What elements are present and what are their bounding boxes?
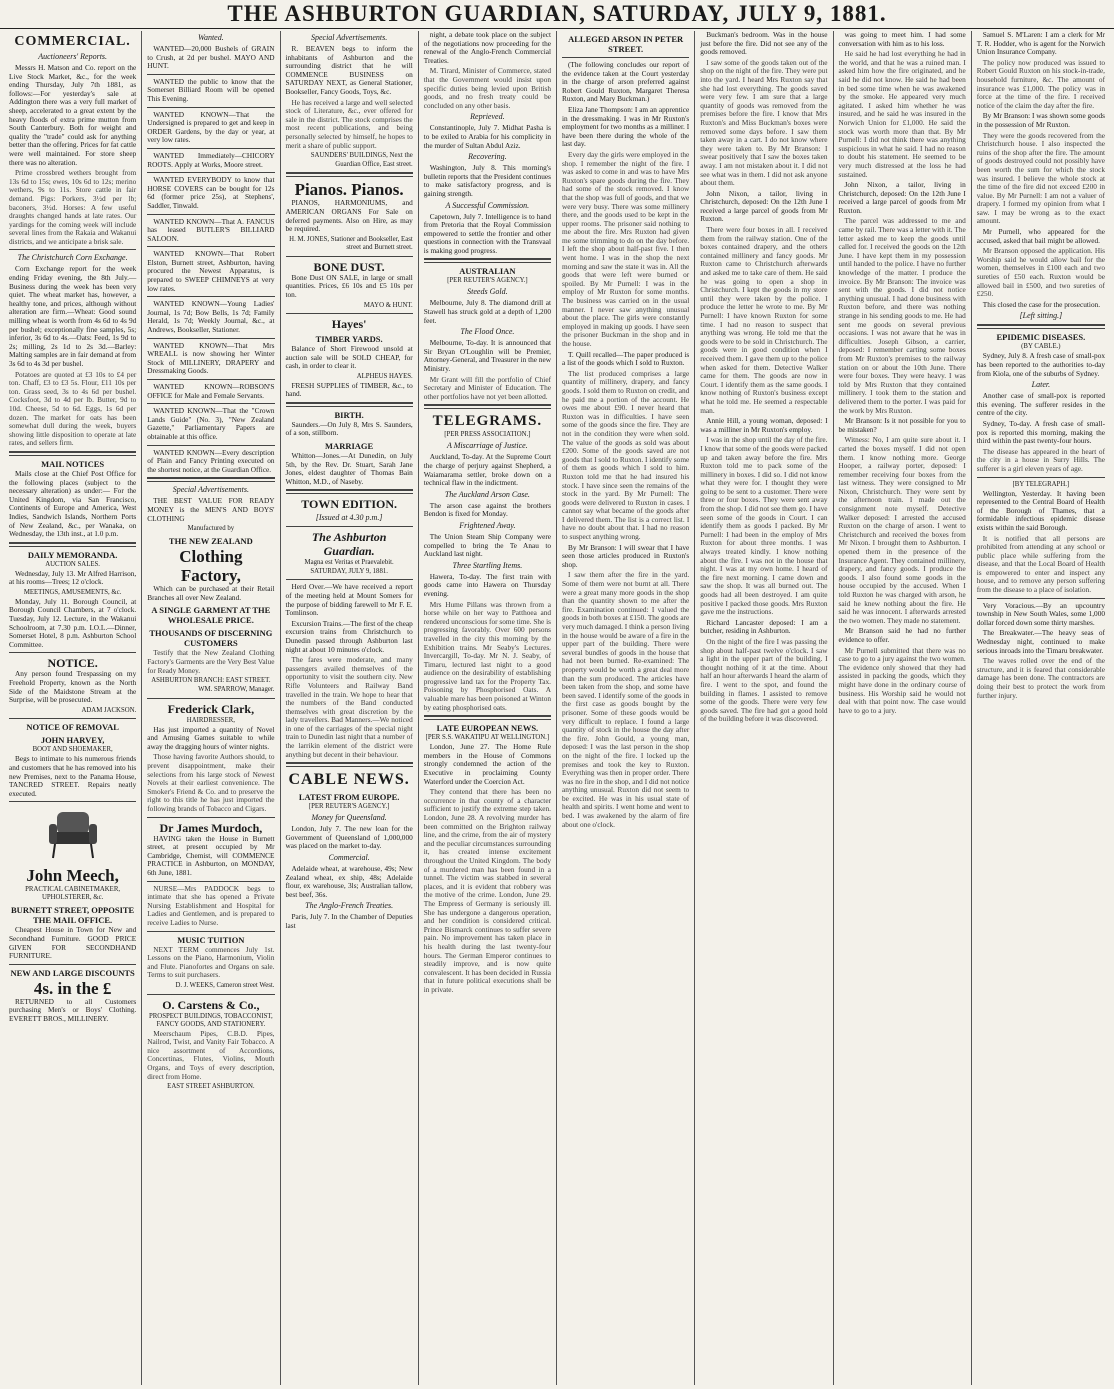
telegrams-sub2: The Auckland Arson Case.	[444, 489, 530, 499]
memo-auction-text: Wednesday, July 13. Mr Alfred Harrison, at his rooms—Trees; 12 o'clock.	[9, 568, 137, 587]
clothing-text: Which can be purchased at their Retail Branches all over New Zealand.	[147, 584, 275, 602]
divider	[9, 652, 136, 653]
beaven-signature: SAUNDERS' BUILDINGS, Next the Guardian Office, East street.	[310, 152, 413, 168]
clothing-text-cont: Testify that the New Zealand Clothing Factory's Garments are the Very Best Value for Ready Money.	[147, 648, 275, 675]
column-6	[695, 31, 833, 1385]
wanted-notice: WANTED—20,000 Bushels of GRAIN to Crush, at 2d per bushel. MAYO AND HUNT.	[147, 44, 275, 71]
special-heading: Special Advertisements.	[172, 485, 250, 495]
carsten-text: Meerschaum Pipes, C.B.D. Pipes, Nailrod, Twist, and Vanity Fair Tobacco. A nice assortment of Accordions, Concertinas, Flutes, Violins, Mouth Organs, and Toys of every description, direct from Home.	[147, 1028, 275, 1081]
divider	[9, 718, 136, 719]
special-heading: Special Advertisements.	[310, 33, 388, 42]
divider	[286, 762, 413, 767]
birth-text: Saunders.—On July 8, Mrs S. Saunders, of a son, stillborn.	[285, 419, 413, 438]
divider	[286, 313, 413, 314]
australian-agency: [PER REUTER'S AGENCY.]	[447, 277, 528, 285]
clothing-thousands: THOUSANDS OF DISCERNING CUSTOMERS	[149, 628, 273, 649]
col7-text-cont-2: The parcel was addressed to me and came by rail. There was a letter with it. The letter asked me to keep the goods until called for. I received the goods on the 12th June. I have kept them in my possession until handed to the police. I have no further knowledge of the matter. I produce the invoice. By Mr Branson: The invoice was sent with the goods. I did not notice anything unusual. I had done business with Ruxton before, and there was nothing strange in his sending goods to me. He had sent me goods on several previous occasions. I was not aware that he was in difficulties. Joseph Gibson, a carrier, deposed: I remember carting some boxes from Mr Ruxton's premises to the railway station on or about the 10th June. There were four boxes. They were heavy. I was told by Mrs Ruxton that they contained millinery. I took them to the station and delivered them to the porter. I was paid for the work by Mrs Ruxton.	[838, 216, 966, 415]
telegrams-text2: The arson case against the brothers Bendon is fixed for Monday.	[423, 500, 551, 519]
corn-text: Corn Exchange report for the week ending Friday evening, the 8th July.—Business during the week has been very quiet. The wheat market has, however, a healthy tone, and prices, although without alteration are firm.—Wheat: Good sound milling wheat is worth from 4s 6d to 4s 9d per bushel; exceptionally fine samples, 5s; inferior, 3s 6d to 4s.—Oats: Feed, 1s 9d to 2s; milling, 2s 1d to 2s 3d.—Barley: Malting samples are in fair demand at from 3s 6d to 4s 3d per bushel.	[9, 264, 137, 368]
divider	[147, 74, 274, 75]
col7-text-4: Mr Branson said he had no further evidence to offer.	[838, 626, 966, 644]
australian-sub2: The Flood Once.	[460, 327, 515, 337]
voracious-text: Very Voracious.—By an upcountry township in New South Wales, some 1,000 dollar forced down some thirty marshes.	[976, 600, 1105, 627]
meech-text: Cheapest House in Town for New and Secondhand Furniture. GOOD PRICE GIVEN FOR SECONDHAND FURNITURE.	[9, 925, 137, 961]
divider	[147, 296, 274, 297]
notice-heading: NOTICE.	[47, 656, 98, 671]
breakwater-text-cont: The waves rolled over the end of the structure, and it is feared that considerable damage has been done. The contractors are doing their best to protect the work from further injury.	[976, 656, 1105, 700]
col8-text-4: This closed the case for the prosecution.	[982, 299, 1101, 309]
marriage-text: Whitton—Jones.—At Dunedin, on July 5th, by the Rev. Dr. Stuart, Sarah Jane Jones, eldest daughter of Thomas Bain Whitton, M.D., of Naseby.	[285, 451, 413, 486]
discount-heading: NEW AND LARGE DISCOUNTS	[10, 967, 135, 978]
col7-text-cont-1: He said he had lost everything he had in the world, and that he was a ruined man. I asked him how the fire originated, and he said he did not know. He said he had been in bed some time when he was awakened by the smoke. He appeared very much agitated. I asked him whether he was insured, and he said he was insured in the Norwich Union for £1,000. He said the stock was worth more than that. By Mr Purnell: I did not think there was anything suspicious in what he said. I had no reason to doubt his statement. He seemed to be very much distressed at the loss he had sustained.	[838, 49, 966, 179]
european-agency: [PER S.S. WAKATIPU AT WELLINGTON.]	[425, 734, 550, 742]
pianos-heading: Pianos. Pianos.	[294, 180, 404, 200]
pianos-text: PIANOS, HARMONIUMS, and AMERICAN ORGANS For Sale on deferred payments. Also on Hire, as may be required.	[285, 198, 413, 234]
divider	[147, 379, 274, 380]
wanted-notice: WANTED KNOWN—Every description of Plain and Fancy Printing executed on the shortest notice, at the Guardian Office.	[147, 447, 275, 474]
telegrams-heading: TELEGRAMS.	[432, 413, 543, 430]
editorial-text-cont: The fares were moderate, and many passengers availed themselves of the opportunity to visit the southern city. New Rifle Volunteers and Railway Band travelled in the train. We hope to hear that the numbers of the Band conducted themselves with great discretion by the lady travellers. Bad Manners.—We noticed in one of the carriages of the special night train to Dunedin last night that a number of the larrikin element of the district were anything but decent in their behaviour.	[285, 655, 413, 759]
epidemic-text3: Sydney, To-day. A fresh case of small-pox is reported this morning, making the third within the past twenty-four hours.	[976, 418, 1105, 446]
removal-trade: BOOT AND SHOEMAKER,	[32, 746, 113, 754]
music-heading: MUSIC TUITION	[177, 934, 245, 945]
divider	[147, 445, 274, 446]
commercial-sub: Commercial.	[328, 853, 370, 863]
clark-text: Has just imported a quantity of Novel and Amusing Games suitable to while away the dragging hours of winter nights.	[147, 724, 275, 751]
col7-text-1: was going to meet him. I had some conversation with him as to his loss.	[838, 31, 966, 48]
wanted-notice: WANTED Immediately—CHICORY ROOTS. Apply at Works, Moore street.	[147, 150, 275, 169]
bone-heading: BONE DUST.	[313, 259, 385, 274]
divider	[286, 579, 413, 580]
col6-text-4: Richard Lancaster deposed: I am a butcher, residing in Ashburton.	[700, 617, 828, 636]
arson-text-1: (The following concludes our report of the evidence taken at the Court yesterday in the charge of arson preferred against Robert Gould Ruxton, Margaret Theresa Ruxton, and Mary Buckman.)	[562, 60, 690, 104]
memo-heading: DAILY MEMORANDA.	[27, 549, 118, 560]
col8-text-3: Mr Purnell, who appeared for the accused, asked that bail might be allowed.	[976, 227, 1105, 245]
timber-signature: ALPHEUS HAYES.	[356, 373, 413, 381]
wanted-notice: WANTED KNOWN—That the "Crown Lands Guide" (No. 3), "New Zealand Gazette," Parliamentary Papers are obtainable at this office.	[147, 406, 275, 441]
col6-text-1: Buckman's bedroom. Was in the house just before the fire. Did not see any of the goods removed.	[700, 31, 828, 57]
corn-text-cont: Potatoes are quoted at £3 10s to £4 per ton. Chaff, £3 to £3 5s. Flour, £11 10s per ton. Grass seed, 3s to 4s 6d per bushel. Cocksfoot, 3d to 4d per lb. Butter, 9d to 10d. Cheese, 5d to 6d. Eggs, 1s 6d per dozen. The market for oats has been somewhat dull during the week, buyers showing little disposition to operate at late rates, and sellers firm.	[9, 369, 137, 448]
town-edition-heading: TOWN EDITION.	[301, 497, 398, 512]
pianos-signature: H. M. JONES, Stationer and Bookseller, East street and Burnett street.	[289, 235, 413, 252]
divider	[977, 477, 1105, 478]
notice-text: Any person found Trespassing on my Freehold Property, known as the North Side of the Maidstone Stream at the Surprise, will be prosecuted.	[9, 669, 137, 705]
australian-sub1: Steeds Gold.	[467, 287, 508, 297]
european-text-cont: They contend that there has been no occurrence in that county of a character sufficient to justify the extreme step taken. London, June 28. A revolving murder has been committed on the Brighton railway line, and the crime, from the air of mystery and the peculiar circumstances surrounding it, has created intense excitement throughout the United Kingdom. The body of a murdered man has been found in a tunnel. The victim was stabbed in several places, and it is evident that robbery was the motive of the crime. London, June 29. The Empress of Germany is seriously ill. She has undergone a dangerous operation, and her condition is considered critical. Prince Bismarck continues to suffer severe pain. No improvement has taken place in his health during the last twenty-four hours. The German Emperor continues to steadily improve, and is now quite convalescent. It has been decided in Russia that in future political executions shall be in private.	[423, 787, 551, 994]
success-text: Capetown, July 7. Intelligence is to hand from Pretoria that the Royal Commission empowered to settle the frontier and other questions in connection with the Transvaal is making good progress.	[423, 211, 551, 255]
cable-text: London, July 7. The new loan for the Government of Queensland of 1,000,000 was placed on the market to-day.	[285, 824, 413, 851]
telegraph-text-cont: It is notified that all persons are prohibited from attending at any school or public place while suffering from the disease, and that the Local Board of Health is empowered to enter and inspect any house, and to remove any person suffering from the disease to a place of isolation.	[976, 533, 1105, 595]
col8-text-cont-1: The policy now produced was issued to Robert Gould Ruxton on his stock-in-trade, household furniture, &c. The amount of insurance was £1,000. The policy was in force at the time of the fire. I received notice of the claim the day after the fire.	[976, 57, 1105, 110]
epidemic-agency: (BY CABLE.)	[1021, 343, 1061, 351]
clark-trade: HAIRDRESSER,	[186, 716, 235, 724]
success-heading: A Successful Commission.	[445, 200, 530, 210]
divider	[286, 172, 413, 177]
wanted-notice: WANTED KNOWN—That Mrs WREALL is now showing her Winter Stock of MILLINERY, DRAPERY and Dressmaking Goods.	[147, 340, 275, 376]
reprieved-text: Constantinople, July 7. Midhat Pasha is to be exiled to Arabia for his complicity in the murder of Sultan Abdul Aziz.	[423, 123, 551, 150]
nurse-text: NURSE—Mrs PADDOCK begs to intimate that she has opened a Private Nursing Establishment and Hospital for Ladies and Gentlemen, and is prepared to receive Ladies to Nurse.	[147, 883, 275, 927]
divider	[147, 881, 274, 882]
hayes-heading: Hayes'	[331, 317, 367, 332]
carsten-name: O. Carstens & Co.,	[162, 997, 260, 1012]
col6-text-3: Annie Hill, a young woman, deposed: I was a milliner in Mr Ruxton's employ.	[700, 416, 828, 434]
discount-text: RETURNED to all Customers purchasing Men's or Boys' Clothing. EVERETT BROS., MILLINERY.	[9, 996, 137, 1023]
wanted-notice: WANTED KNOWN—Young Ladies' Journal, 1s 7d; Bow Bells, 1s 7d; Family Herald, 1s 7d; Weekly Journal, &c., at Andrews, Bookseller, Stationer.	[147, 299, 275, 335]
meech-name: John Meech,	[26, 866, 119, 886]
col8-text-cont-2: They were the goods recovered from the Christchurch house. I also inspected the ruins of the shop after the fire. The amount of goods destroyed could not possibly have been worth the sum for which the stock was insured. I believe the whole stock at the time of the fire did not exceed £200 in value. By Mr Purnell: I am not a valuer of drapery. I formed my opinion from what I saw. I may be wrong as to the exact amount.	[976, 130, 1105, 226]
col8-text-2: By Mr Branson: I was shown some goods in the possession of Mr Ruxton.	[976, 111, 1105, 129]
arson-text-cont-3: I saw them after the fire in the yard. Some of them were not burnt at all. There were a great many more goods in the shop than the quantity shown to me after the fire. Examination continued: I valued the goods in both boxes at £150. The goods are very much damaged. I think a person living in the house would be aware of a fire in the upper part of the building. There were several bundles of goods in the house that had not been burned. Re-examined: The property would be worth a great deal more than the sum produced. The articles have been taken from the shop, and some have been saved. I identify some of the goods in the first case as goods bought by the prisoner. Some of these goods would be very difficult to replace. I found a large quantity of stock in the house the day after the fire. John Gould, a young man, deposed: I was the last person in the shop on the night of the fire. I locked up the premises and took the key to Ruxton. Everything was then in proper order. There was no fire in the shop, and I did not notice anything unusual. Ruxton did not seem to be excited. He was in his usual state of health and spirits. I went home and went to bed. I was awakened by the alarm of fire about one o'clock.	[562, 570, 690, 829]
col6-text-cont-3: I was in the shop until the day of the fire. I know that some of the goods were packed up and taken away before the fire. Mrs Ruxton told me to pack some of the millinery in boxes. I did so. I did not know what they were for. I thought they were going to be sent to a customer. There were three or four boxes. They were sent away from the shop. I did not see them go. I have seen some of the goods in Court. I can identify them as goods I packed. By Mr Purnell: I had been in the employ of Mrs Ruxton for about three months. I was always treated kindly. I know nothing about the fire. I was not in the house that night. I was at my own home. I heard of the fire next morning. I came down and saw the shop. It was all burned out. The goods had all been destroyed. I am quite positive I packed those goods. Mrs Ruxton gave me the instructions.	[700, 435, 828, 617]
col8-text-1: Samuel S. M'Laren: I am a clerk for Mr T. R. Hodder, who is agent for the Norwich Union Insurance Company.	[976, 31, 1105, 57]
reprieved-heading: Reprieved.	[470, 112, 505, 122]
col6-text-2: John Nixon, a tailor, living in Christchurch, deposed: On the 12th June I received a large parcel of goods from Mr Ruxton.	[700, 188, 828, 224]
divider	[147, 477, 274, 482]
meech-trade: PRACTICAL CABINETMAKER, UPHOLSTERER, &c.	[25, 886, 121, 902]
town-edition-sub: [Issued at 4.30 p.m.]	[315, 513, 383, 523]
editorial-text-2: Excursion Trains.—The first of the cheap excursion trains from Christchurch to Dunedin passed through Ashburton last night at about 10 minutes o'clock.	[285, 618, 413, 654]
corn-heading: The Christchurch Corn Exchange.	[17, 253, 128, 263]
arson-heading: ALLEGED ARSON IN PETER STREET.	[568, 34, 684, 54]
arson-text-cont-1: Every day the girls were employed in the shop. I remember the night of the fire. I was asked to come in and was to have Mrs Ruxton's spare goods during the fire. They had some of the stock removed. I know that the shop was full of goods, and that we were very busy. There was some millinery there, and the goods used to be kept in the upper rooms. The prisoner said nothing to me about the fire. Mrs Ruxton had given me some trimming to do on the day before. I left the shop about half-past five. I then went home. I was in the shop the next morning and saw the state it was in. All the goods that were left were burned or spoiled. By Mr Purnell: I was in the employ of Mr Ruxton for some months. The business was carried on in the usual manner. I never saw anything unusual about the place. The girls were constantly employed in making up goods. I have seen the prisoner Buckman in the shop and in the house.	[562, 149, 690, 348]
col4-text-1: night, a debate took place on the subject of the negotiations now proceeding for the renewal of the Anglo-French Commercial Treaties.	[423, 31, 551, 65]
meech-address: BURNETT STREET, OPPOSITE THE MAIL OFFICE.	[11, 905, 135, 926]
clothing-manufactured: Manufactured by	[187, 525, 235, 533]
australian-heading: AUSTRALIAN	[459, 266, 516, 277]
mail-text: Mails close at the Chief Post Office for the following places (subject to the necessary alteration) as under:— For the United Kingdom, via San Francisco, Continents of Europe and America, West Indies, Sandwich Islands, Northern Ports of New Zealand, &c., per Wanaka, on Wednesday, the 13th inst., at 1.0 p.m.	[9, 468, 137, 539]
clothing-lead: THE BEST VALUE FOR READY MONEY is the MEN'S AND BOYS' CLOTHING	[147, 496, 275, 523]
divider	[147, 148, 274, 149]
european-text: London, June 27. The Home Rule members in the House of Commons strongly condemned the action of the Executive in proclaiming County Waterford under the Coercion Act.	[423, 742, 551, 786]
telegraph-text: Wellington, Yesterday. It having been represented to the Central Board of Health of the Borough of Thames, that a formidable infectious epidemic disease exists within the said Borough.	[976, 488, 1105, 532]
telegrams-sub1: A Miscarriage of Justice.	[447, 441, 528, 451]
divider	[147, 931, 274, 932]
carsten-trade: PROSPECT BUILDINGS, TOBACCONIST, FANCY GOODS, AND STATIONERY.	[148, 1012, 273, 1028]
paper-name: The Ashburton Guardian.	[311, 530, 387, 559]
discount-amount: 4s. in the £	[33, 978, 112, 998]
col7-text-cont-3: Witness: No, I am quite sure about it. I carted the boxes myself. I did not open them. I know nothing more. George Hooper, a railway porter, deposed: I remember receiving four boxes from the last witness. They were consigned to Mr Nixon, Christchurch. They were sent by the afternoon train. I made out the consignment note myself. Detective Walker deposed: I arrested the accused Ruxton on the charge of arson. I went to Christchurch and received the boxes from Mr Nixon. I brought them to Ashburton. I opened them in the presence of the Insurance Agent. They contained millinery, drapery, and fancy goods. I produce the goods. I also found some goods in the house occupied by the accused. When I told Ruxton he was charged with arson, he said he knew nothing about the fire. He said he was innocent. I afterwards arrested the two women. They made no statement.	[838, 435, 966, 625]
clothing-signature: WM. SPARROW, Manager.	[198, 686, 275, 694]
carsten-address: EAST STREET ASHBURTON.	[167, 1083, 255, 1091]
murdoch-text: HAVING taken the House in Burnett street, at present occupied by Mr Cambridge, Chemist, will COMMENCE PRACTICE in Ashburton, on MONDAY, 6th June, 1881.	[147, 833, 275, 877]
arson-text-2: Eliza Jane Thompson: I am an apprentice in the dressmaking. I was in Mr Ruxton's employment for two months as a milliner. I have been there during the whole of the last day.	[562, 104, 690, 149]
divider	[424, 258, 551, 263]
french-text: Paris, July 7. In the Chamber of Deputies last	[285, 912, 413, 930]
armchair-illustration	[43, 806, 103, 862]
columns	[4, 31, 1110, 1385]
timber-heading: TIMBER YARDS.	[315, 334, 383, 345]
divider	[286, 402, 413, 407]
divider	[147, 172, 274, 173]
arson-text-cont-2: The list produced comprises a large quantity of millinery, drapery, and fancy goods. I sold them to Ruxton on credit, and he paid me a portion of the account. He owes me about £90. I never heard that Ruxton was in difficulties. I have seen some of the goods since the fire. They are not in the condition they were when sold. The value of the goods as sold was about £200. Some of the goods saved are not goods that I sold to Ruxton. I identify some of them as goods which I sold to him. Ruxton told me that he had insured his stock. I have since seen the remains of the stock in the yard. By Mr Purnell: The goods were delivered to Ruxton in cases. I cannot say what became of the goods after I delivered them. The list is a correct list. I have no doubt about that. I had no reason to suspect anything wrong.	[562, 368, 690, 542]
divider	[147, 246, 274, 247]
beaven-text: R. BEAVEN begs to inform the inhabitants of Ashburton and the surrounding district that he will COMMENCE BUSINESS on SATURDAY NEXT, as General Stationer, Bookseller, Fancy Goods, Toys, &c.	[285, 44, 413, 96]
divider	[147, 817, 274, 818]
clothing-single: A SINGLE GARMENT AT THE WHOLESALE PRICE.	[151, 605, 271, 626]
divider	[286, 526, 413, 527]
cable-heading: CABLE NEWS.	[288, 771, 410, 789]
wanted-notice: WANTED KNOWN—That the Undersigned is prepared to get and keep in ORDER Gardens, by the day or year, at very low rates.	[147, 109, 275, 145]
column-8	[972, 31, 1110, 1385]
divider	[9, 451, 136, 456]
divider	[977, 598, 1105, 599]
cable-sub2: Money for Queensland.	[311, 813, 387, 823]
music-signature: D. J. WEEKS, Cameron street West.	[175, 981, 275, 989]
col7-text-2: John Nixon, a tailor, living in Christchurch, deposed: On the 12th June I received a large parcel of goods from Mr Ruxton.	[838, 180, 966, 215]
memo-sub-auction: AUCTION SALES.	[45, 560, 100, 568]
arson-text-4: By Mr Branson: I will swear that I have seen those articles produced in Ruxton's shop.	[562, 542, 690, 569]
col8-text-4b: [Left sitting.]	[1019, 311, 1063, 321]
editorial-text-1: Herd Over.—We have received a report of the meeting held at Mount Somers for the purpose of bidding farewell to Mr F. E. Tomlinson.	[285, 582, 413, 618]
col8-text-cont-3: Mr Branson opposed the application. His Worship said he would allow bail for the women, themselves in £100 each and two sureties of £50 each. Ruxton would be allowed bail in £500, and two sureties of £250.	[976, 246, 1105, 299]
auction-text: Messrs H. Matson and Co. report on the Live Stock Market, &c., for the week ending Thursday, July 7th 1881, as follows:—For yesterday's sale at Addington there was a very full market of sheep, accelerated to a great extent by the heavy floods of extra prime mutton from South Canterbury. Both for weight and quality the "trade" could ask for anything better than the offering. Prices for fat cattle were well maintained. For store sheep there was no alteration.	[9, 63, 137, 167]
wanted-notice: WANTED EVERYBODY to know that HORSE COVERS can be bought for 12s 6d (former price 25s), at Stephens', Saddler, Tinwald.	[147, 175, 275, 210]
column-1	[4, 31, 142, 1385]
telegrams-text4: Hawera, To-day. The first train with goods came into Hawera on Thursday evening.	[423, 571, 551, 598]
column-3	[281, 31, 419, 1385]
telegraph-agency: [BY TELEGRAPH.]	[1012, 480, 1070, 488]
removal-heading: NOTICE OF REMOVAL	[26, 722, 119, 733]
telegrams-sub3: Frightened Away.	[459, 520, 516, 530]
telegrams-agency: [PER PRESS ASSOCIATION.]	[444, 431, 531, 439]
wanted-heading: Wanted.	[198, 33, 224, 42]
divider	[147, 698, 274, 699]
epidemic-heading: EPIDEMIC DISEASES.	[996, 332, 1086, 343]
beaven-text-cont: He has received a large and well selected stock of Literature, &c., ever offered for sale in the district. The stock comprises the most recent publications, and being personally selected by himself, he hopes to merit a share of public support.	[285, 97, 413, 150]
masthead	[0, 0, 1114, 29]
clothing-nz: THE NEW ZEALAND	[168, 536, 253, 547]
telegrams-text1: Auckland, To-day. At the Supreme Court the charge of perjury against Shepherd, a Waiamarama settler, broke down on a technical flaw in the indictment.	[423, 452, 551, 488]
cable-sub: LATEST FROM EUROPE.	[298, 792, 400, 803]
divider	[977, 324, 1105, 329]
column-4	[419, 31, 557, 1385]
paper-date: SATURDAY, JULY 9, 1881.	[310, 568, 388, 576]
mail-heading: MAIL NOTICES	[41, 458, 105, 469]
marriage-heading: MARRIAGE	[325, 441, 374, 451]
murdoch-name: Dr James Murdoch,	[159, 820, 263, 835]
european-heading: LATE EUROPEAN NEWS.	[436, 723, 539, 734]
clothing-factory: Clothing Factory,	[179, 547, 243, 586]
masthead-title: THE ASHBURTON GUARDIAN, SATURDAY, JULY 9, 1881.	[227, 1, 887, 26]
french-sub: The Anglo-French Treaties.	[305, 901, 394, 911]
removal-name: JOHN HARVEY,	[40, 735, 105, 746]
divider	[9, 249, 136, 250]
wanted-notice: WANTED KNOWN—That A. FANCUS has leased BUTLER'S BILLIARD SALOON.	[147, 216, 275, 243]
timber-fresh: FRESH SUPPLIES of TIMBER, &c., to hand.	[285, 380, 413, 399]
divider	[147, 403, 274, 404]
notice-signature: ADAM JACKSON.	[81, 706, 137, 714]
divider	[147, 338, 274, 339]
memo-meetings-text: Monday, July 11. Borough Council, at Borough Council Chambers, at 7 o'clock. Tuesday, July 12. Lecture, in the Wakanui Schoolroom, at 7.30 p.m. I.O.L.—Dinner, Somerset Hotel, 8 p.m. Ashburton School Committee.	[9, 596, 137, 649]
column-5	[557, 31, 695, 1385]
clark-text-cont: Those having favorite Authors should, to prevent disappointment, make their selections from his large stock of Newest Novels at their earliest convenience. The Smoker's Friend & Co. and to preserve the right to this title he has just imported the following brands of Tobacco and Cigars.	[147, 752, 275, 814]
divider	[424, 404, 551, 409]
birth-heading: BIRTH.	[334, 409, 364, 420]
col6-text-cont-4: On the night of the fire I was passing the shop about half-past twelve o'clock. I saw a light in the upper part of the building. I thought nothing of it at the time. About half an hour afterwards I heard the alarm of fire. I went to the spot, and found the building in flames. I assisted to remove some of the goods. There were very few goods saved. The fire had got a good hold of the building before it was discovered.	[700, 636, 828, 724]
memo-sub-meetings: MEETINGS, AMUSEMENTS, &c.	[23, 588, 122, 596]
col6-text-cont-1: I saw some of the goods taken out of the shop on the night of the fire. They were put into the yard. I heard Mrs Ruxton say that she had lost everything. The goods saved were very few. I am sure that a large quantity of goods was removed from the premises before the fire. I know that Mrs Ruxton's and Miss Buckman's boxes were removed some days before. I saw them taken away in a cart. I do not know where they were taken to. By Mr Branson: I swear positively that I saw the boxes taken away. I am not mistaken about it. I did not see what was in them. I did not ask anyone about them.	[700, 57, 828, 188]
music-text: NEXT TERM commences July 1st. Lessons on the Piano, Harmonium, Violin and Flute. Pianofortes and Organs on sale. Terms to suit purchasers.	[147, 944, 275, 980]
divider	[286, 489, 413, 494]
divider	[147, 214, 274, 215]
divider	[562, 57, 689, 58]
auction-heading: Auctioneers' Reports.	[38, 52, 108, 61]
epidemic-later: Later.	[1031, 380, 1051, 390]
clothing-branch: ASHBURTON BRANCH: EAST STREET.	[151, 677, 271, 685]
wanted-notice: WANTED KNOWN—ROBSON'S OFFICE for Male and Female Servants.	[147, 382, 275, 400]
epidemic-text2: Another case of small-pox is reported this evening. The sufferer resides in the centre of the city.	[976, 391, 1105, 418]
divider	[286, 256, 413, 257]
bone-text: Bone Dust ON SALE, in large or small quantities. Prices, £6 10s and £5 10s per ton.	[285, 272, 413, 300]
wanted-list	[147, 45, 274, 474]
clark-name: Frederick Clark,	[167, 701, 255, 716]
telegrams-text-cont: Mrs Hume Pillans was thrown from a horse while on her way to Patthoea and rendered unconscious for some time. She is progressing favorably. Over 600 persons travelled in the city this morning by the Exhibition trains. Mr Seaby's Lectures. Invercargill, To-day. Mr N. J. Seaby, of Timaru, lectured last night to a good audience on the desirability of establishing progressive land tax for the Property Tax. Poisoning by Phosphorised Oats. A valuable mare has been poisoned at Winton by eating phosphorised oats.	[423, 599, 551, 712]
epidemic-text1: Sydney, July 8. A fresh case of small-pox has been reported to the authorities to-day from Kiola, one of the suburbs of Sydney.	[976, 351, 1105, 378]
wanted-notice: WANTED the public to know that the Somerset Billiard Room will be opened This Evening.	[147, 76, 275, 103]
wanted-notice: WANTED KNOWN—That Robert Elston, Burnett street, Ashburton, having procured the Newest Apparatus, is prepared to SWEEP CHIMNEYS at very low rates.	[147, 249, 275, 293]
recover-text: Washington, July 8. This morning's bulletin reports that the President continues to make satisfactory progress, and is gaining strength.	[423, 163, 551, 198]
australian-text-cont: Mr Grant will fill the portfolio of Chief Secretary and Minister of Education. The other portfolios have not yet been allotted.	[423, 374, 551, 401]
divider	[9, 542, 136, 547]
col4-text-cont: M. Tirard, Minister of Commerce, stated that the Government would insist upon specific duties being levied upon British goods, and no fresh treaty could be concluded on any other basis.	[423, 66, 551, 110]
col7-text-3: Mr Branson: Is it not possible for you to be mistaken?	[838, 416, 966, 434]
divider	[147, 994, 274, 995]
commercial-heading: COMMERCIAL.	[14, 34, 131, 49]
australian-text1: Melbourne, July 8. The diamond drill at Stawell has struck gold at a depth of 1,200 feet.	[423, 298, 551, 325]
col6-text-cont-2: There were four boxes in all. I received them from the railway station. One of the boxes contained drapery, and the others contained millinery and fancy goods. Mr Ruxton came to Christchurch afterwards and asked me to take care of them. He said he was going to open a shop in Christchurch. I kept the goods in my store until they were taken by the police. I produce the letter he wrote to me. By Mr Purnell: I have known Ruxton for some time. I had no reason to suspect that anything was wrong. He told me that the goods were to be sold in Christchurch. The goods were in good condition when I received them. I gave them up to the police when asked for them. Detective Walker came for them. The goods are now in Court. I identify them as the same goods. I know nothing of Ruxton's business except what he told me. He seemed a respectable man.	[700, 225, 828, 415]
paper-motto: Magna est Veritas et Praevalebit.	[304, 559, 394, 567]
col7-text-cont-4: Mr Purnell submitted that there was no case to go to a jury against the two women. The evidence only showed that they had assisted in packing the goods, which they might have done in the ordinary course of business. His Worship said he would not deal with that point now. The case would have to go to a jury.	[838, 645, 966, 715]
column-7	[834, 31, 972, 1385]
divider	[424, 715, 551, 720]
telegrams-sub4: Three Startling Items.	[452, 560, 523, 570]
divider	[9, 964, 136, 965]
bone-signature: MAYO & HUNT.	[363, 301, 413, 309]
breakwater-text: The Breakwater.—The heavy seas of Wednesday night, continued to make serious inroads into the Timaru breakwater.	[976, 628, 1105, 655]
recover-heading: Recovering.	[468, 152, 507, 162]
auction-text-cont: Prime crossbred wethers brought from 13s 6d to 15s; ewes, 10s 6d to 12s; merino wethers, 9s to 11s. Store cattle in fair demand. Pigs: Porkers, 3½d per lb; baconers, 3½d. Horses: A few useful draughts changed hands at late rates. Our yardings for the coming week will include several lines from the Rakaia and Wakanui districts, and we anticipate a brisk sale.	[9, 168, 137, 246]
australian-text2: Melbourne, To-day. It is announced that Sir Bryan O'Loughlin will be Premier, Attorney-General, and Treasurer in the new Ministry.	[423, 338, 551, 374]
divider	[147, 107, 274, 108]
cable-agency: [PER REUTER'S AGENCY.]	[308, 803, 390, 811]
telegrams-text3: The Union Steam Ship Company were compelled to bring the Te Anau to Auckland last night.	[423, 531, 551, 559]
divider	[9, 801, 136, 802]
timber-text: Balance of Short Firewood unsold at auction sale will be SOLD CHEAP, for cash, in order to clear it.	[285, 344, 413, 371]
column-2	[142, 31, 280, 1385]
epidemic-text-cont: The disease has appeared in the heart of the city in a house in Surry Hills. The sufferer is a girl eleven years of age.	[976, 446, 1105, 473]
removal-text: Begs to intimate to his numerous friends and customers that he has removed into his new Premises, next to the Panama House, TANCRED STREET. Repairs neatly executed.	[9, 754, 137, 798]
arson-text-3: T. Quill recalled—The paper produced is a list of the goods which I sold to Ruxton.	[562, 349, 690, 368]
commercial-text: Adelaide wheat, at warehouse, 49s; New Zealand wheat, ex ship, 48s; Adelaide flour, ex warehouse, 3ls; Australian tallow, best beef, 36s.	[285, 864, 413, 899]
